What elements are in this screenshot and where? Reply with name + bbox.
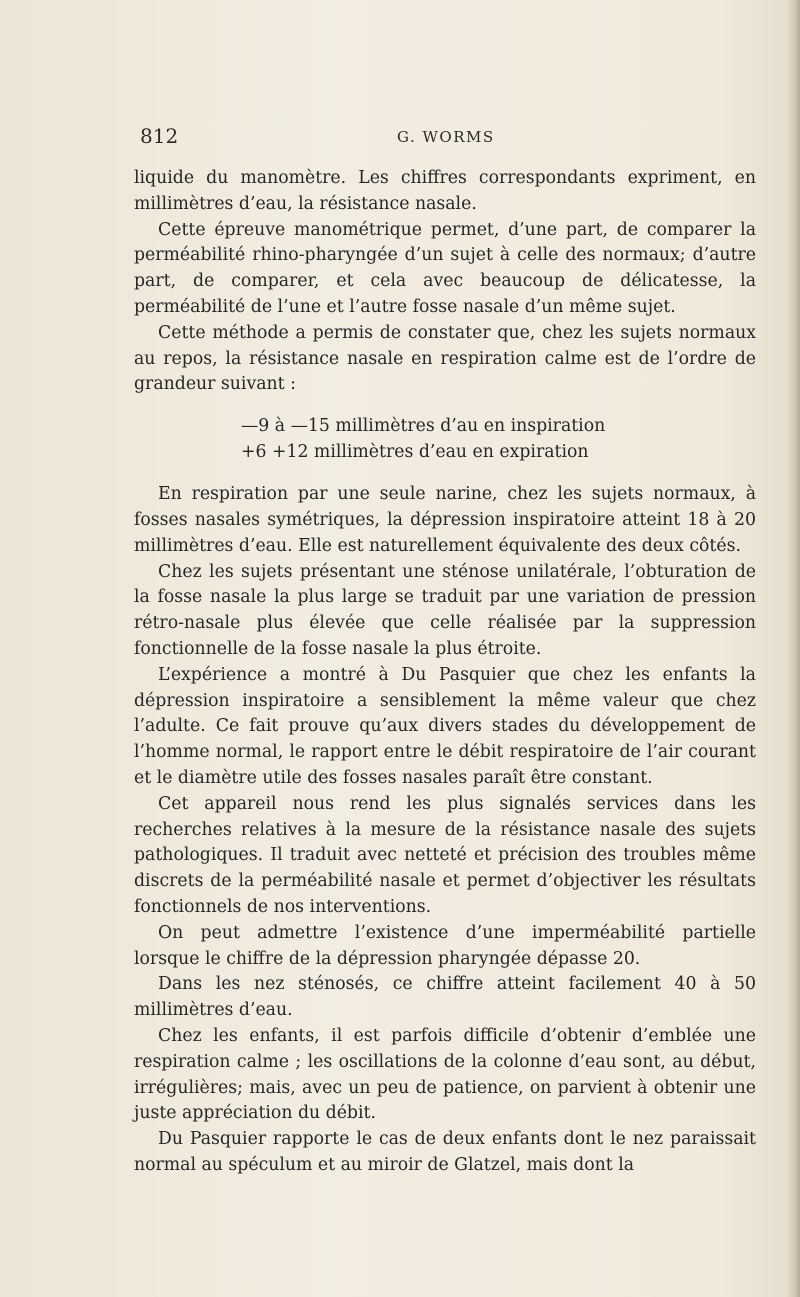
paragraph: Cet appareil nous rend les plus signalés services dans les recherches relatives à la mesure de la résistance nasale des sujets pathologiques. Il traduit avec netteté et précision des troubles même discrets de la perméabilité nasale et permet d’objectiver les résultats fonctionnels de nos interventions. <box>134 793 756 917</box>
page-edge-shadow <box>786 0 800 1297</box>
paragraph: Chez les sujets présentant une sténose unilatérale, l’obturation de la fosse nasale la plus large se traduit par une variation de pression rétro-nasale plus élevée que celle réalisée par la suppression fonctionnelle de la fosse nasale la plus étroite. <box>134 561 756 659</box>
formula-line-expiration: +6 +12 millimètres d’eau en expiration <box>241 442 589 463</box>
paragraph: On peut admettre l’existence d’une imperméabilité partielle lorsque le chiffre de la dépression pharyngée dépasse 20. <box>134 922 756 969</box>
running-head: G. WORMS <box>397 128 495 146</box>
paragraph: liquide du manomètre. Les chiffres correspondants expriment, en millimètres d’eau, la résistance nasale. <box>134 168 756 214</box>
paragraph: Cette épreuve manométrique permet, d’une part, de comparer la perméabilité rhino-pharyngée d’un sujet à celle des normaux; d’autre part, de comparer, et cela avec beaucoup de délicatesse, la perméabilité de l’une et l’autre fosse nasale d’un même sujet. <box>134 219 756 317</box>
formula-line-inspiration: —9 à —15 millimètres d’au en inspiration <box>241 416 606 437</box>
paragraph: Chez les enfants, il est parfois difficile d’obtenir d’emblée une respiration calme ; les oscillations de la colonne d’eau sont, au début, irrégulières; mais, avec un peu de patience, on parvient à obtenir une juste appréciation du débit. <box>134 1025 756 1124</box>
paragraph: L’expérience a montré à Du Pasquier que chez les enfants la dépression inspiratoire a sensiblement la même valeur que chez l’adulte. Ce fait prouve qu’aux divers stades du développement de l’homme normal, le rapport entre le débit respiratoire de l’air courant et le diamètre utile des fosses nasales paraît être constant. <box>134 664 756 788</box>
paragraph: En respiration par une seule narine, chez les sujets normaux, à fosses nasales symétriques, la dépression inspiratoire atteint 18 à 20 millimètres d’eau. Elle est naturellement équivalente des deux côtés. <box>134 484 756 556</box>
body-text <box>134 166 756 1179</box>
paragraph: Du Pasquier rapporte le cas de deux enfants dont le nez paraissait normal au spéculum et au miroir de Glatzel, mais dont la <box>134 1129 756 1175</box>
page-header <box>140 124 756 154</box>
paragraph: Dans les nez sténosés, ce chiffre atteint facilement 40 à 50 millimètres d’eau. <box>134 974 756 1021</box>
paragraph: Cette méthode a permis de constater que, chez les sujets normaux au repos, la résistance nasale en respiration calme est de l’ordre de grandeur suivant : <box>134 322 756 395</box>
page-number: 812 <box>140 124 179 148</box>
formula-block <box>134 413 756 465</box>
